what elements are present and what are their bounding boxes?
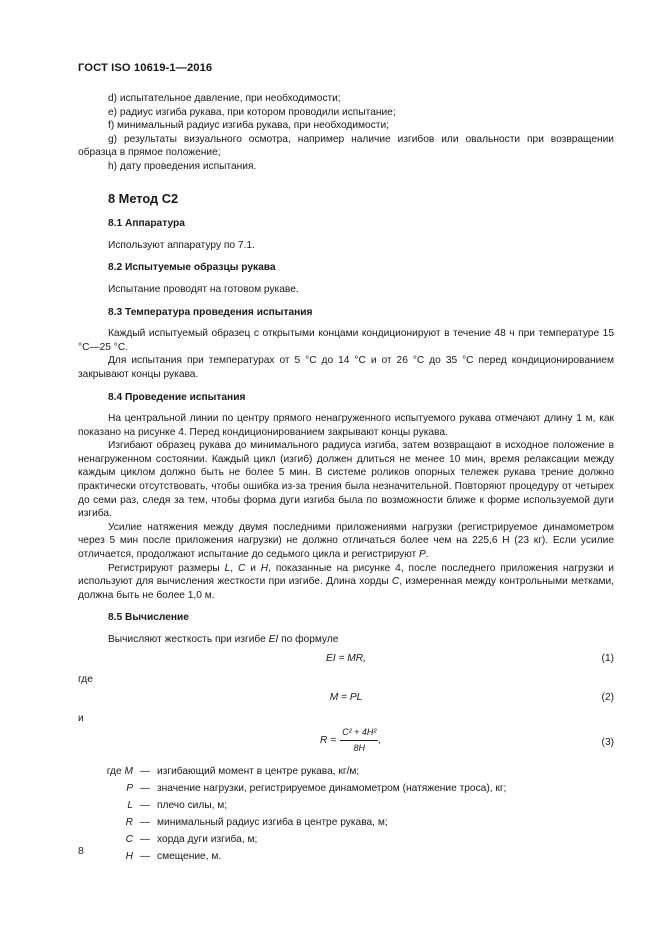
definition-symbol: [78, 833, 133, 847]
fraction-denominator: 8H: [353, 743, 366, 754]
section-title: 8 Метод С2: [108, 190, 179, 206]
list-item: e) радиус изгиба рукава, при котором проводили испытание;: [108, 106, 396, 118]
dash: —: [139, 817, 151, 829]
subsection-title-8-1: 8.1 Аппаратура: [108, 218, 185, 230]
definition-text: значение нагрузки, регистрируемое динамометром (натяжение троса), кг;: [157, 783, 507, 795]
paragraph: На центральной линии по центру прямого ненагруженного испытуемого рукава отмечают длину 1 м, как показано на рисунке 4. Перед кондиционированием закрывают концы рукава.: [78, 413, 614, 438]
formula-number: (1): [601, 652, 614, 664]
formula-lhs: R =: [320, 735, 337, 747]
dash: —: [139, 851, 151, 863]
formula-2: [78, 686, 614, 710]
subsection-title-8-4: 8.4 Проведение испытания: [108, 391, 246, 403]
variable: C: [237, 562, 246, 574]
variable: C: [391, 576, 400, 588]
definition-text: смещение, м.: [157, 851, 222, 863]
page-number: 8: [78, 845, 84, 857]
paragraph: Каждый испытуемый образец с открытыми концами кондиционируют в течение 48 ч при температуре 15 °C—25 °C.: [78, 328, 614, 353]
definition-symbol: [78, 782, 133, 796]
paragraph: [78, 562, 614, 603]
paragraph: Изгибают образец рукава до минимального радиуса изгиба, затем возвращают в исходное положение в ненагруженном состоянии. Каждый цикл (изгиб) должен длиться не менее 10 мин, время релаксации между каждым циклом должно быть не более 5 мин. В системе роликов опорных тележек рукава трение должно практически отсутствовать, чтобы ошибка из-за трения была незначительной. Повторяют процедуру от четырех до семи раз, следя за тем, чтобы форма дуги изгиба была по возможности ближе к форме используемой дуги изгиба.: [78, 440, 614, 520]
definition-symbol: [78, 816, 133, 830]
formula-1: [78, 647, 614, 671]
fraction-expression: [320, 726, 381, 756]
variable: H: [260, 562, 269, 574]
text: Вычисляют жесткость при изгибе: [108, 634, 269, 645]
paragraph: Испытание проводят на готовом рукаве.: [108, 283, 299, 295]
text: Регистрируют размеры: [108, 562, 225, 574]
paragraph: [78, 521, 614, 562]
text: , показанные на рисунке 4, после последнего приложения нагрузки и используют для вычисления жесткости при изгибе. Длина хорды: [78, 562, 614, 588]
symbol: C: [125, 834, 133, 846]
formula-number: (3): [601, 736, 614, 748]
symbol: R: [125, 817, 133, 829]
text: Усилие натяжения между двумя последними приложениями нагрузки (регистрируемое динамометром через 5 мин после приложения нагрузки) не должно отличаться более чем на 225,6 Н (23 кг). Если усилие отличается, продолжают испытание до седьмого цикла и регистрируют: [78, 521, 614, 561]
paragraph: Для испытания при температурах от 5 °C до 14 °C и от 26 °C до 35 °C перед кондиционированием закрывают концы рукава.: [78, 355, 614, 380]
list-item: g) результаты визуального осмотра, например наличие изгибов или овальности при возвращении образца в прямое положение;: [78, 133, 614, 159]
list-item: d) испытательное давление, при необходимости;: [108, 93, 341, 104]
and-label: и: [78, 713, 84, 725]
where-label: где: [78, 673, 93, 685]
paragraph: [78, 633, 614, 647]
fraction-numerator: C² + 4H²: [340, 726, 378, 742]
subsection-title-8-5: 8.5 Вычисление: [108, 612, 189, 624]
definition-text: хорда дуги изгиба, м;: [157, 834, 258, 846]
text: .: [425, 549, 429, 561]
dash: —: [139, 766, 151, 778]
formula-expression: M = PL: [329, 692, 363, 704]
definition-text: минимальный радиус изгиба в центре рукава, м;: [157, 817, 388, 829]
definition-row: [78, 764, 614, 781]
symbol: H: [125, 851, 133, 863]
definition-text: изгибающий момент в центре рукава, кг/м;: [157, 766, 360, 778]
list-item: h) дату проведения испытания.: [108, 160, 257, 172]
definition-row: [78, 832, 614, 849]
text: по формуле: [278, 634, 339, 645]
definition-row: [78, 798, 614, 815]
text: ,: [230, 562, 238, 574]
dash: —: [139, 800, 151, 812]
symbol: M: [124, 766, 133, 778]
subsection-title-8-3: 8.3 Температура проведения испытания: [108, 306, 313, 318]
dash: —: [139, 834, 151, 846]
definition-row: [78, 781, 614, 798]
definition-symbol: [78, 765, 133, 779]
text: , измеренная между контрольными метками, должна быть не более 1,0 м.: [78, 576, 614, 601]
where-prefix: где: [106, 766, 125, 778]
definition-symbol: [78, 850, 133, 864]
text: и: [245, 562, 261, 574]
formula-3: [78, 726, 614, 758]
definition-symbol: [78, 799, 133, 813]
variable: L: [224, 562, 231, 574]
list-item: f) минимальный радиус изгиба рукава, при необходимости;: [108, 120, 389, 132]
definition-row: [78, 849, 614, 866]
definitions-list: [78, 764, 614, 866]
report-list: [78, 92, 614, 174]
paragraph: Используют аппаратуру по 7.1.: [108, 239, 255, 251]
formula-expression: EI = MR,: [326, 652, 366, 664]
formula-number: (2): [601, 692, 614, 704]
definition-text: плечо силы, м;: [157, 800, 228, 812]
definition-row: [78, 815, 614, 832]
symbol: P: [126, 783, 133, 795]
variable: EI: [268, 634, 279, 645]
variable: P: [419, 549, 426, 561]
subsection-title-8-2: 8.2 Испытуемые образцы рукава: [108, 262, 276, 274]
fraction: [340, 726, 378, 756]
page-content: [78, 92, 614, 866]
dash: —: [139, 783, 151, 795]
symbol: L: [127, 800, 133, 812]
formula-end: ,: [378, 735, 382, 747]
standard-header: ГОСТ ISO 10619-1—2016: [78, 62, 213, 74]
